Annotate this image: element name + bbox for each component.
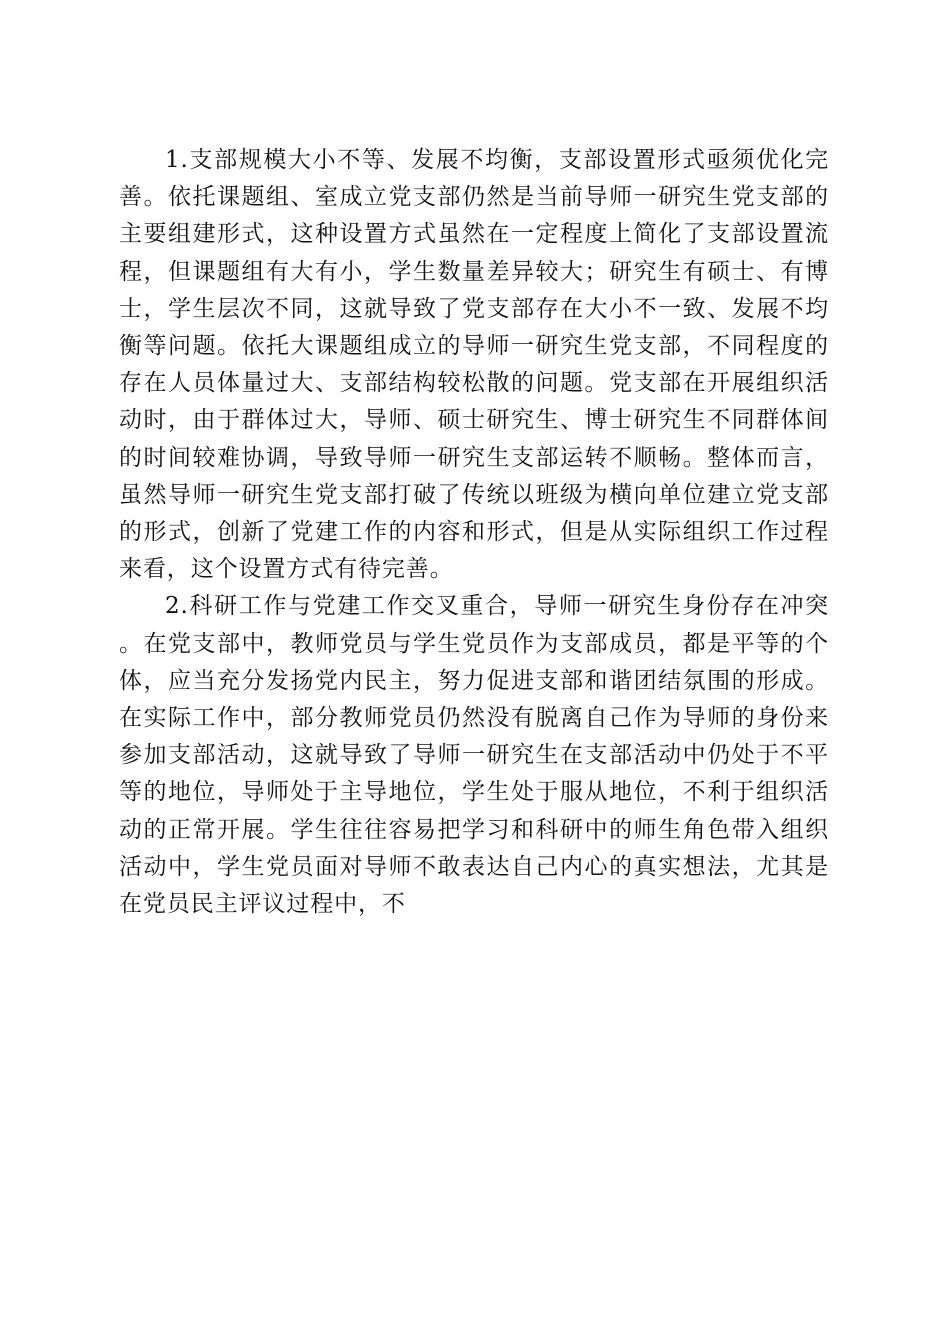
paragraph-2: 2.科研工作与党建工作交叉重合，导师一研究生身份存在冲突。在党支部中，教师党员与学生党员作为支部成员，都是平等的个体，应当充分发扬党内民主，努力促进支部和谐团结氛围的形成。在实际工作中，部分教师党员仍然没有脱离自己作为导师的身份来参加支部活动，这就导致了导师一研究生在支部活动中仍处于不平等的地位，导师处于主导地位，学生处于服从地位，不利于组织活动的正常开展。学生往往容易把学习和科研中的师生角色带入组织活动中，学生党员面对导师不敢表达自己内心的真实想法，尤其是在党员民主评议过程中，不 [119,593,829,918]
document-body [119,142,829,923]
paragraph-1: 1.支部规模大小不等、发展不均衡，支部设置形式亟须优化完善。依托课题组、室成立党支部仍然是当前导师一研究生党支部的主要组建形式，这种设置方式虽然在一定程度上简化了支部设置流程，但课题组有大有小，学生数量差异较大；研究生有硕士、有博士，学生层次不同，这就导致了党支部存在大小不一致、发展不均衡等问题。依托大课题组成立的导师一研究生党支部，不同程度的存在人员体量过大、支部结构较松散的问题。党支部在开展组织活动时，由于群体过大，导师、硕士研究生、博士研究生不同群体间的时间较难协调，导致导师一研究生支部运转不顺畅。整体而言，虽然导师一研究生党支部打破了传统以班级为横向单位建立党支部的形式，创新了党建工作的内容和形式，但是从实际组织工作过程来看，这个设置方式有待完善。 [119,147,829,583]
